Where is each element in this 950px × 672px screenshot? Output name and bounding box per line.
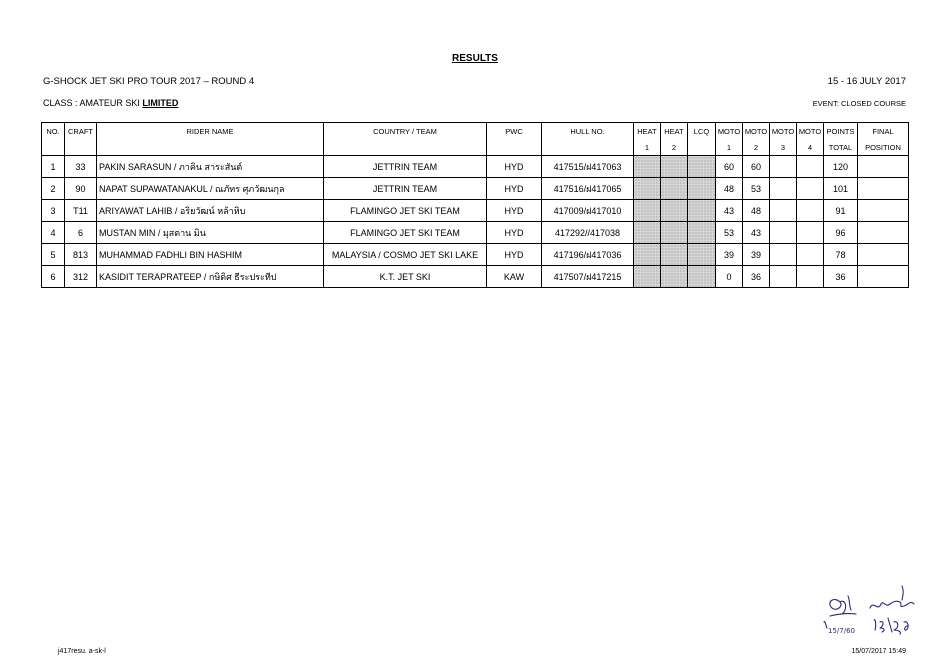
header-final: FINAL — [858, 123, 909, 140]
cell-heat1-shaded — [634, 200, 661, 222]
event-date: 15 - 16 JULY 2017 — [827, 76, 906, 87]
header-country-team: COUNTRY / TEAM — [324, 123, 487, 140]
cell-heat1-shaded — [634, 244, 661, 266]
cell-final — [858, 178, 909, 200]
cell-lcq-shaded — [688, 156, 716, 178]
cell-moto4 — [797, 156, 824, 178]
footer-file-code: j417resu. a-sk-l — [58, 648, 106, 655]
cell-moto3 — [770, 222, 797, 244]
cell-craft: 90 — [65, 178, 97, 200]
table-row — [42, 244, 909, 266]
cell-no: 2 — [42, 178, 65, 200]
cell-moto1: 39 — [716, 244, 743, 266]
header-moto2: MOTO — [743, 123, 770, 140]
signature-icon — [818, 578, 923, 638]
cell-moto3 — [770, 244, 797, 266]
table-row — [42, 156, 909, 178]
cell-no: 3 — [42, 200, 65, 222]
cell-rider: ARIYAWAT LAHIB / อริยวัฒน์ หล้าหิบ — [97, 200, 324, 222]
cell-country: MALAYSIA / COSMO JET SKI LAKE — [324, 244, 487, 266]
header-craft: CRAFT — [65, 123, 97, 140]
cell-heat2-shaded — [661, 156, 688, 178]
header-hull-no: HULL NO. — [542, 123, 634, 140]
cell-moto2: 39 — [743, 244, 770, 266]
cell-moto4 — [797, 244, 824, 266]
cell-total: 120 — [824, 156, 858, 178]
cell-pwc: HYD — [487, 178, 542, 200]
cell-craft: T11 — [65, 200, 97, 222]
cell-moto1: 53 — [716, 222, 743, 244]
table-header-row-1 — [42, 123, 909, 140]
cell-moto2: 48 — [743, 200, 770, 222]
cell-heat1-shaded — [634, 222, 661, 244]
cell-heat2-shaded — [661, 266, 688, 288]
cell-final — [858, 222, 909, 244]
table-row — [42, 200, 909, 222]
header-country-sub — [324, 139, 487, 156]
cell-no: 4 — [42, 222, 65, 244]
header-craft-sub — [65, 139, 97, 156]
cell-moto2: 53 — [743, 178, 770, 200]
cell-pwc: HYD — [487, 156, 542, 178]
cell-moto3 — [770, 178, 797, 200]
cell-rider: PAKIN SARASUN / ภาคิน สาระสันต์ — [97, 156, 324, 178]
cell-hull: 417516/ฝ417065 — [542, 178, 634, 200]
header-no: NO. — [42, 123, 65, 140]
header-moto1: MOTO — [716, 123, 743, 140]
header-lcq: LCQ — [688, 123, 716, 140]
header-rider-name: RIDER NAME — [97, 123, 324, 140]
header-pwc-sub — [487, 139, 542, 156]
cell-pwc: HYD — [487, 244, 542, 266]
cell-pwc: HYD — [487, 222, 542, 244]
header-final-position: POSITION — [858, 139, 909, 156]
cell-heat2-shaded — [661, 200, 688, 222]
cell-moto1: 60 — [716, 156, 743, 178]
cell-total: 36 — [824, 266, 858, 288]
cell-hull: 417196/ฝ417036 — [542, 244, 634, 266]
class-value: LIMITED — [142, 98, 179, 108]
cell-no: 1 — [42, 156, 65, 178]
cell-heat1-shaded — [634, 266, 661, 288]
footer-timestamp: 15/07/2017 15:49 — [851, 648, 906, 655]
cell-lcq-shaded — [688, 200, 716, 222]
cell-pwc: KAW — [487, 266, 542, 288]
table-row — [42, 178, 909, 200]
cell-final — [858, 266, 909, 288]
cell-moto1: 0 — [716, 266, 743, 288]
cell-moto2: 43 — [743, 222, 770, 244]
cell-rider: KASIDIT TERAPRATEEP / กษิดิศ ธีระประทีป — [97, 266, 324, 288]
results-table — [41, 122, 909, 288]
cell-craft: 312 — [65, 266, 97, 288]
cell-heat2-shaded — [661, 244, 688, 266]
cell-craft: 33 — [65, 156, 97, 178]
header-heat1: HEAT — [634, 123, 661, 140]
header-heat2: HEAT — [661, 123, 688, 140]
cell-final — [858, 156, 909, 178]
header-moto3-number: 3 — [770, 139, 797, 156]
cell-moto3 — [770, 200, 797, 222]
header-moto3: MOTO — [770, 123, 797, 140]
cell-hull: 417009/ฝ417010 — [542, 200, 634, 222]
header-heat1-number: 1 — [634, 139, 661, 156]
cell-country: K.T. JET SKI — [324, 266, 487, 288]
cell-hull: 417292//417038 — [542, 222, 634, 244]
cell-moto1: 43 — [716, 200, 743, 222]
cell-country: FLAMINGO JET SKI TEAM — [324, 222, 487, 244]
cell-moto3 — [770, 266, 797, 288]
header-hull-sub — [542, 139, 634, 156]
cell-hull: 417515/ฝ417063 — [542, 156, 634, 178]
header-moto4-number: 4 — [797, 139, 824, 156]
header-pwc: PWC — [487, 123, 542, 140]
header-points-total: TOTAL — [824, 139, 858, 156]
cell-lcq-shaded — [688, 178, 716, 200]
header-heat2-number: 2 — [661, 139, 688, 156]
cell-total: 101 — [824, 178, 858, 200]
event-type: EVENT: CLOSED COURSE — [812, 99, 906, 108]
signature-date: 15/7/60 — [828, 627, 855, 635]
cell-craft: 6 — [65, 222, 97, 244]
cell-no: 6 — [42, 266, 65, 288]
class-line — [43, 98, 178, 108]
cell-final — [858, 200, 909, 222]
cell-total: 91 — [824, 200, 858, 222]
event-name: G-SHOCK JET SKI PRO TOUR 2017 – ROUND 4 — [43, 76, 255, 87]
cell-rider: NAPAT SUPAWATANAKUL / ณภัทร ศุภวัฒนกุล — [97, 178, 324, 200]
cell-rider: MUHAMMAD FADHLI BIN HASHIM — [97, 244, 324, 266]
cell-country: JETTRIN TEAM — [324, 178, 487, 200]
cell-craft: 813 — [65, 244, 97, 266]
header-moto4: MOTO — [797, 123, 824, 140]
header-no-sub — [42, 139, 65, 156]
table-row — [42, 222, 909, 244]
cell-moto2: 60 — [743, 156, 770, 178]
cell-heat1-shaded — [634, 178, 661, 200]
cell-no: 5 — [42, 244, 65, 266]
page-title: RESULTS — [452, 53, 498, 64]
cell-heat2-shaded — [661, 178, 688, 200]
cell-lcq-shaded — [688, 244, 716, 266]
cell-total: 96 — [824, 222, 858, 244]
cell-heat2-shaded — [661, 222, 688, 244]
cell-rider: MUSTAN MIN / มุสตาน มิน — [97, 222, 324, 244]
cell-moto2: 36 — [743, 266, 770, 288]
cell-pwc: HYD — [487, 200, 542, 222]
header-moto1-number: 1 — [716, 139, 743, 156]
cell-moto4 — [797, 200, 824, 222]
cell-final — [858, 244, 909, 266]
cell-moto4 — [797, 266, 824, 288]
cell-heat1-shaded — [634, 156, 661, 178]
header-moto2-number: 2 — [743, 139, 770, 156]
cell-moto4 — [797, 222, 824, 244]
header-points: POINTS — [824, 123, 858, 140]
cell-total: 78 — [824, 244, 858, 266]
cell-lcq-shaded — [688, 222, 716, 244]
cell-moto1: 48 — [716, 178, 743, 200]
cell-moto3 — [770, 156, 797, 178]
table-header-row-2 — [42, 139, 909, 156]
cell-country: FLAMINGO JET SKI TEAM — [324, 200, 487, 222]
cell-lcq-shaded — [688, 266, 716, 288]
cell-country: JETTRIN TEAM — [324, 156, 487, 178]
header-lcq-sub — [688, 139, 716, 156]
cell-moto4 — [797, 178, 824, 200]
cell-hull: 417507/ฝ417215 — [542, 266, 634, 288]
header-rider-sub — [97, 139, 324, 156]
table-row — [42, 266, 909, 288]
class-label: CLASS : AMATEUR SKI — [43, 98, 143, 108]
